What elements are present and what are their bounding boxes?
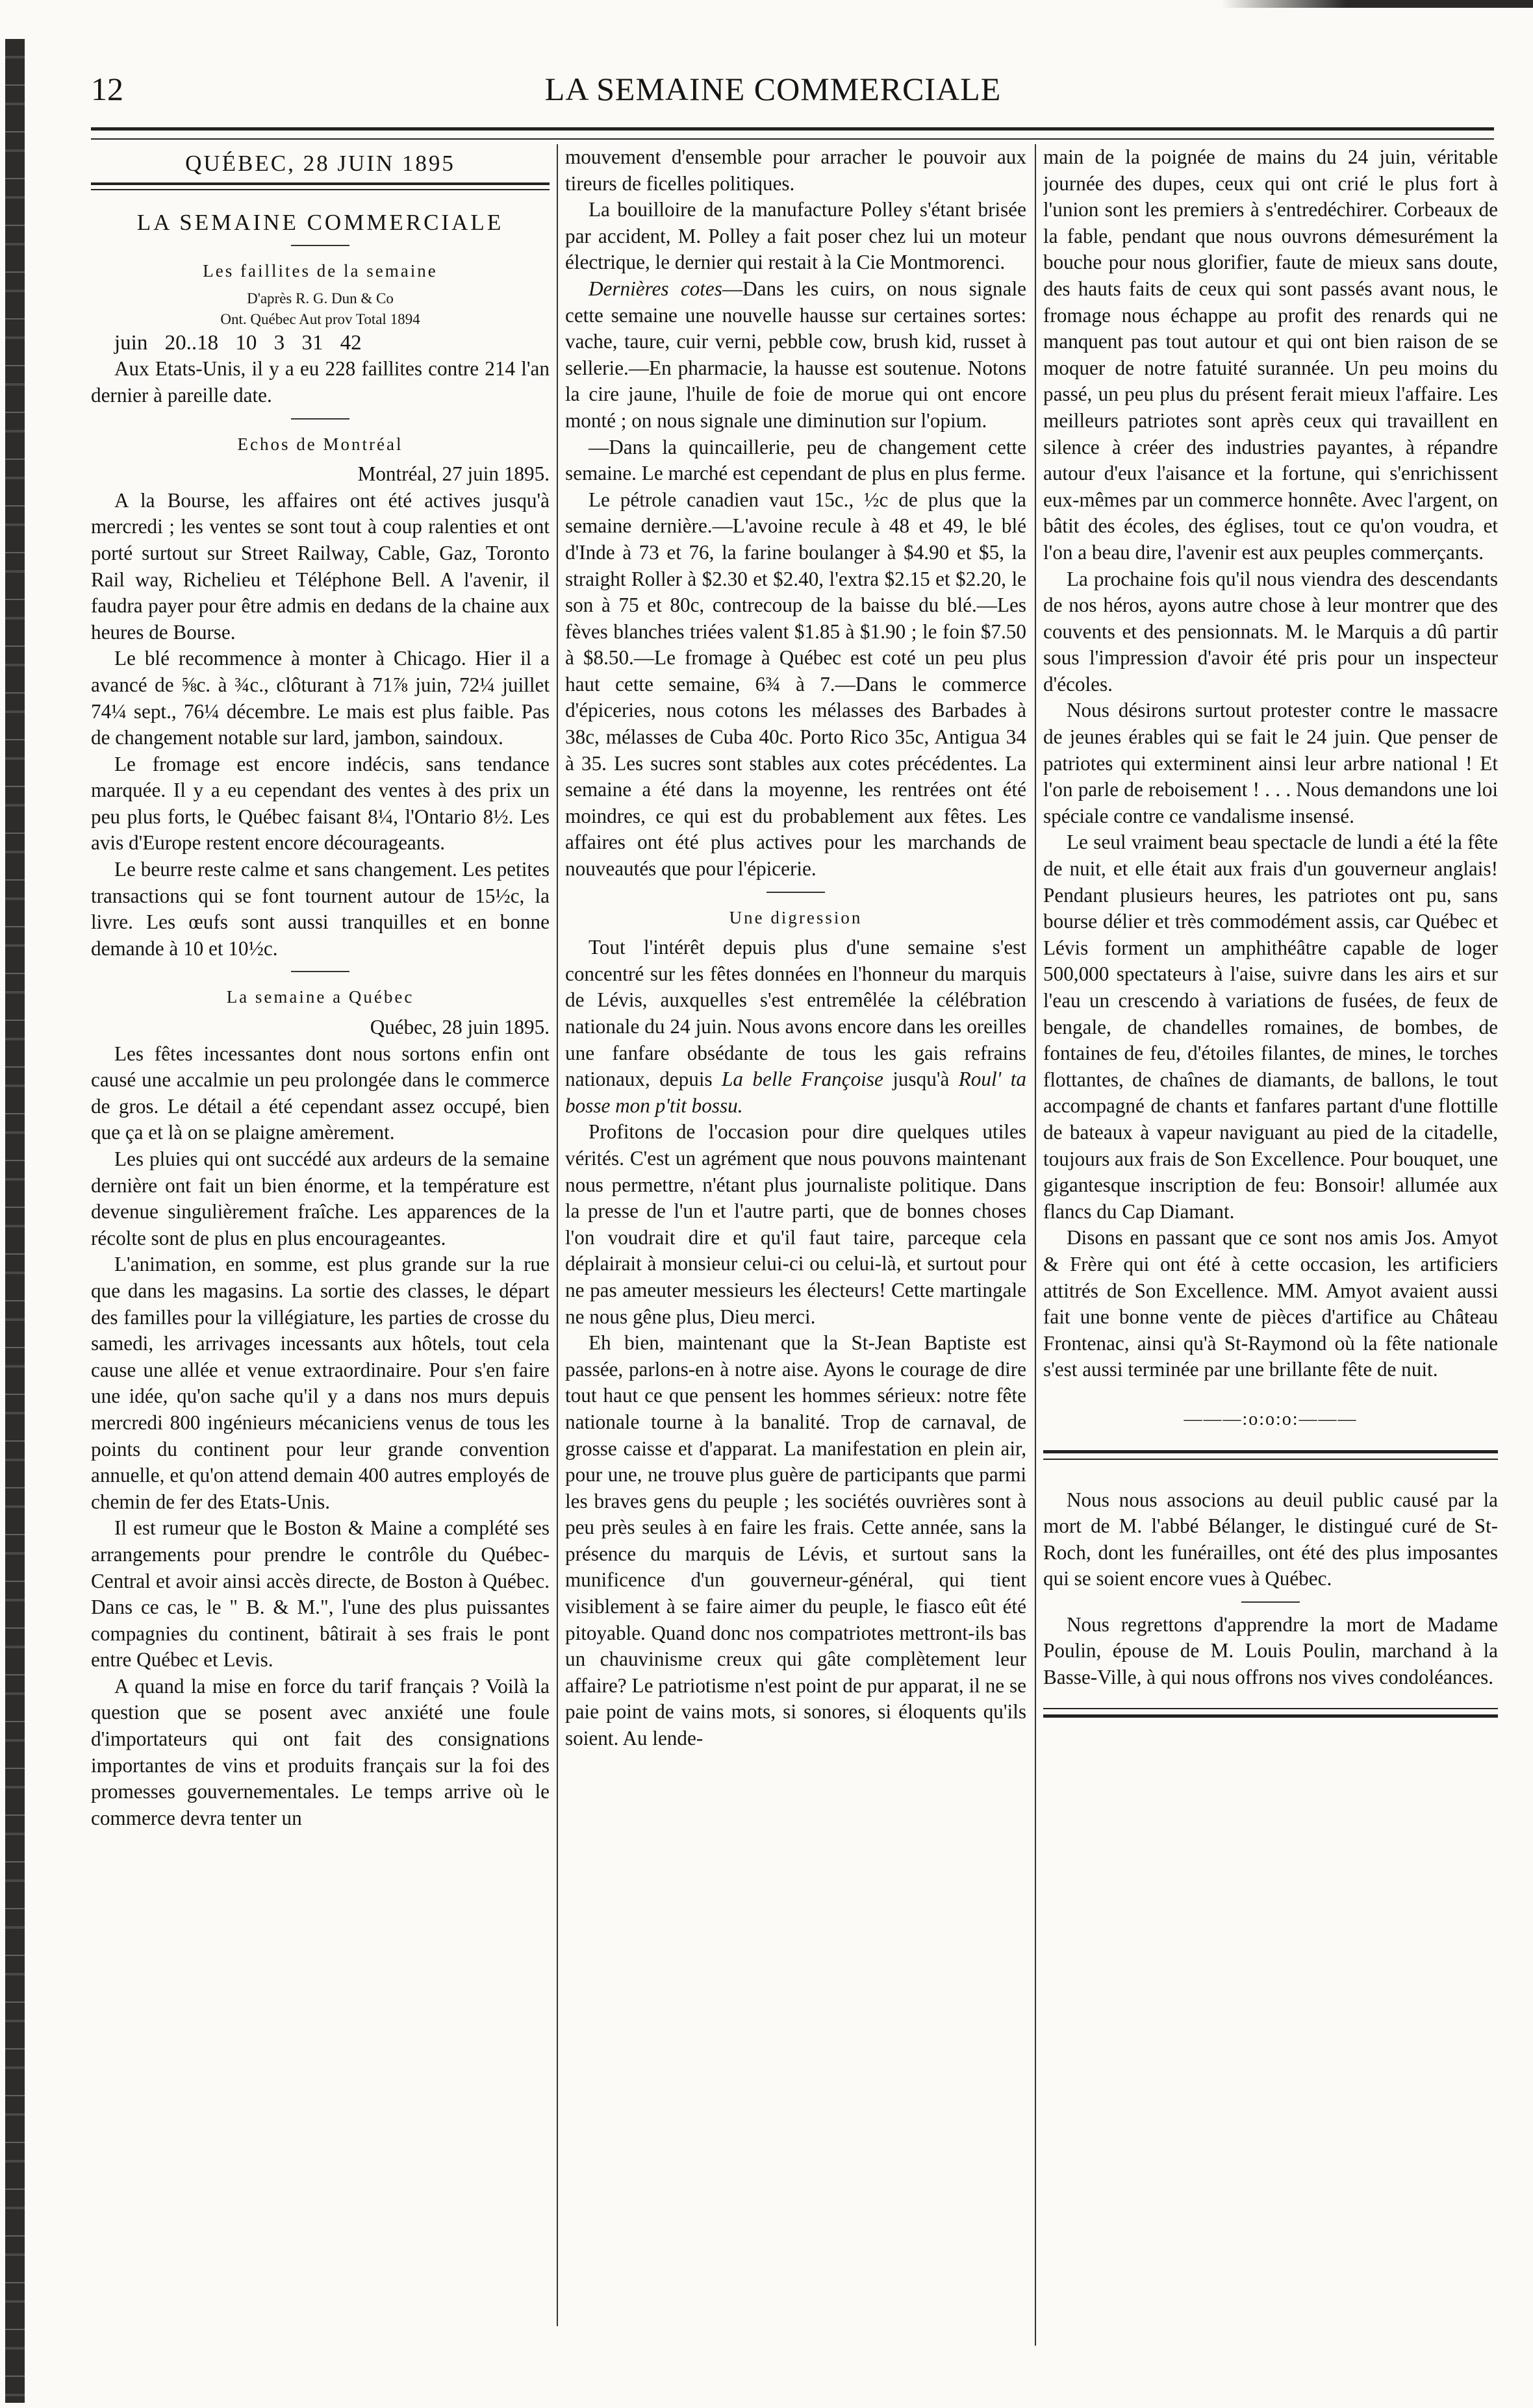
faillites-heading: Les faillites de la semaine [203, 261, 438, 281]
double-rule [1043, 1708, 1498, 1718]
paragraph: —Dans la quincaillerie, peu de changement cette semaine. Le marché est cependant de plus en plus ferme. [565, 435, 1026, 485]
paragraph: Le blé recommence à monter à Chicago. Hier il a avancé de ⅝c. à ¾c., clôturant à 71⅞ juin, 72¼ juillet 74¼ sept., 76¼ décembre. Le mais est plus faible. Pas de changement notable sur lard, jambon, saindoux. [91, 647, 550, 749]
paragraph: Les pluies qui ont succédé aux ardeurs de la semaine dernière ont fait un bien énorme, et la température est devenue singulièrement fraîche. Les apparences de la récolte sont de plus en plus encourageantes. [91, 1148, 550, 1249]
paragraph: Le beurre reste calme et sans changement. Les petites transactions qui se font tournent autour de 15½c, la livre. Les œufs sont aussi tranquilles et en bonne demande à 10 et 10½c. [91, 858, 550, 960]
paragraph: mouvement d'ensemble pour arracher le pouvoir aux tireurs de ficelles politiques. [565, 145, 1026, 195]
faillites-row: juin 20..18 10 3 31 42 [114, 331, 362, 355]
notice-belanger: Nous nous associons au deuil public causé par la mort de M. l'abbé Bélanger, le distingué curé de St-Roch, dont les funérailles, ont été des plus imposantes qui se soient encore vues à Québec. [1043, 1488, 1498, 1590]
text-run: jusqu'à [883, 1068, 959, 1091]
text-run: Tout l'intérêt depuis plus d'une semaine s'est concentré sur les fêtes données en l'honneur du marquis de Lévis, auxquelles s'est entremêlée la célébration nationale du 24 juin. Nous avons encore dans les oreilles une fanfare obsédante de tous les gais refrains nationaux, depuis [565, 936, 1026, 1091]
paragraph: A quand la mise en force du tarif français ? Voilà la question que se posent avec anxiété une foule d'importateurs qui ont fait des consignations importantes de vins et produits français sur la foi des promesses gouvernementales. Le temps arrive où le commerce devra tenter un [91, 1674, 550, 1829]
paragraph-cotes [565, 276, 1026, 434]
column-divider [557, 144, 558, 2326]
quebec-heading: La semaine a Québec [226, 987, 414, 1007]
paragraph [565, 934, 1026, 1119]
paragraph: L'animation, en somme, est plus grande sur la rue que dans les magasins. La sortie des classes, le départ des familles pour la villégiature, les parties de crosse du samedi, les arrivages incessants aux hôtels, tout cela cause une allée et venue extraordinaire. Pour s'en faire une idée, qu'on sache qu'il y a dans nos murs depuis mercredi 800 ingénieurs mécaniciens venus de tous les points du continent pour leur grande convention annuelle, et qu'on attend demain 400 autres employés de chemin de fer des Etats-Unis. [91, 1253, 550, 1513]
column-1 [91, 144, 550, 2352]
paragraph: Les fêtes incessantes dont nous sortons enfin ont causé une accalmie un peu prolongée dans le commerce de gros. Le détail a été cependant assez occupé, bien que ça et là on se plaigne amèrement. [91, 1042, 550, 1144]
faillites-source: D'après R. G. Dun & Co [247, 290, 394, 307]
notice-poulin: Nous regrettons d'apprendre la mort de Madame Poulin, épouse de M. Louis Poulin, marchand à la Basse-Ville, à qui nous offrons nos vives condoléances. [1043, 1612, 1498, 1689]
column-3 [1043, 144, 1498, 2352]
scan-binding-edge [5, 39, 25, 2403]
page-number: 12 [91, 71, 123, 107]
paragraph: A la Bourse, les affaires ont été actives jusqu'à mercredi ; les ventes se sont tout à coup ralenties et ont porté surtout sur Street Railway, Cable, Gaz, Toronto Rail way, Richelieu et Téléphone Bell. A l'avenir, il faudra payer pour être admis en dedans de la chaine aux heures de Bourse. [91, 488, 550, 644]
quebec-dateline: Québec, 28 juin 1895. [370, 1016, 550, 1039]
page-header [91, 70, 1455, 116]
paragraph: Profitons de l'occasion pour dire quelques utiles vérités. C'est un agrément que nous pouvons maintenant nous permettre, n'étant plus journaliste politique. Dans la presse de l'un et l'autre parti, que de bonnes choses l'on voudrait dire et qu'il faut taire, parceque cela déplairait à monsieur celui-ci ou celui-là, et surtout pour ne pas ameuter messieurs les électeurs! Cette martingale ne nous gêne plus, Dieu merci. [565, 1120, 1026, 1328]
newspaper-title: LA SEMAINE COMMERCIALE [544, 71, 1002, 107]
paragraph: Le fromage est encore indécis, sans tendance marquée. Il y a eu cependant des ventes à des prix un peu plus forts, le Québec faisant 8¼, l'Ontario 8½. Les avis d'Europe restent encore décourageants. [91, 752, 550, 855]
song-title: La belle Françoise [722, 1068, 883, 1091]
double-rule [91, 182, 550, 190]
faillites-columns: Ont. Québec Aut prov Total 1894 [220, 310, 420, 327]
cotes-lead: Dernières cotes [589, 277, 722, 300]
echos-dateline: Montréal, 27 juin 1895. [357, 462, 550, 486]
scan-edge-mark [1221, 0, 1533, 8]
separator [1241, 1601, 1300, 1603]
paragraph: Disons en passant que ce sont nos amis Jos. Amyot & Frère qui ont été à cette occasion, les artificiers attitrés de Son Excellence. MM. Amyot avaient aussi fait une bonne vente de pièces d'artifice au Château Frontenac, ainsi qu'à St-Raymond où la fête nationale s'est aussi terminée par une brillante fête de nuit. [1043, 1226, 1498, 1381]
header-rule [91, 127, 1494, 140]
column-divider [1035, 144, 1036, 2346]
song-title: Roul' ta bosse mon p'tit bossu. [565, 1068, 1026, 1117]
ornament-divider: ———:o:o:o:——— [1184, 1409, 1358, 1429]
paragraph: La bouilloire de la manufacture Polley s'étant brisée par accident, M. Polley a fait poser chez lui un moteur électrique, le dernier qui restait à la Cie Montmorenci. [565, 198, 1026, 274]
paragraph: Le seul vraiment beau spectacle de lundi a été la fête de nuit, et elle était aux frais d'un gouverneur anglais! Pendant plusieurs heures, les patriotes ont pu, sans bourse délier et très commodément assis, car Québec et Lévis forment un amphithéâtre capable de loger 500,000 spectateurs à l'aise, suivre dans les airs et sur l'eau un crescendo à variations de fusées, de feux de bengale, de chandelles romaines, de bombes, de fontaines de feu, d'étoiles filantes, de mines, le torches flottantes, de chaînes de diamants, de ballons, le tout accompagné de chants et fanfares partant d'une flottille de bateaux à vapeur naviguant au pied de la citadelle, toujours aux frais de Son Excellence. Pour bouquet, une gigantesque inscription de feu: Bonsoir! allumée aux flancs du Cap Diamant. [1043, 831, 1498, 1223]
echos-heading: Echos de Montréal [237, 434, 403, 454]
dateline: QUÉBEC, 28 JUIN 1895 [185, 151, 455, 176]
cotes-text: —Dans les cuirs, on nous signale cette semaine une nouvelle hausse sur certaines sortes: vache, taure, cuir verni, pebble cow, brush kid, russet à sellerie.—En pharmacie, la hausse est soutenue. Notons la cire jaune, l'huile de foie de morue qui ont encore monté ; on nous signale une diminution sur l'opium. [565, 277, 1026, 432]
section-heading: LA SEMAINE COMMERCIALE [136, 209, 504, 235]
separator [291, 418, 349, 420]
digression-heading: Une digression [729, 907, 863, 927]
paragraph: Nous désirons surtout protester contre le massacre de jeunes érables qui se fait le 24 juin. Que penser de patriotes qui exterminent ainsi leur arbre national ! Et l'on parle de reboisement ! . . . Nous demandons une loi spéciale contre ce vandalisme insensé. [1043, 699, 1498, 827]
faillites-text: Aux Etats-Unis, il y a eu 228 faillites contre 214 l'an dernier à pareille date. [91, 357, 550, 407]
separator [291, 971, 349, 972]
paragraph: La prochaine fois qu'il nous viendra des descendants de nos héros, ayons autre chose à leur montrer que des couvents et des pensionnats. M. le Marquis a dû partir sous l'impression d'avoir été pris pour un inspecteur d'écoles. [1043, 567, 1498, 696]
separator [291, 245, 349, 246]
column-2 [565, 144, 1026, 2352]
paragraph: Eh bien, maintenant que la St-Jean Baptiste est passée, parlons-en à notre aise. Ayons le courage de dire tout haut ce que pensent les hommes sérieux: notre fête nationale tourne à la banalité. Trop de carnaval, de grosse caisse et d'apparat. La manifestation en plein air, pour une, ne trouve plus guère de participants que parmi les braves gens du peuple ; les sociétés ouvrières sont à peu près seules à en faire les frais. Cette année, sans la présence du marquis de Lévis, et surtout sans la munificence d'un gouverneur-général, qui tient visiblement à se faire aimer du peuple, le fiasco eût été pitoyable. Quand donc nos compatriotes mettront-ils bas un chauvinisme creux qui gâte complètement leur affaire? Le patriotisme n'est point de pur apparat, il ne se paie point de vains mots, si sonores, si éloquents qu'ils soient. Au lende- [565, 1331, 1026, 1750]
paragraph: Il est rumeur que le Boston & Maine a complété ses arrangements pour prendre le contrôle du Québec-Central et avoir ainsi accès directe, de Boston à Québec. Dans ce cas, le " B. & M.", l'une des plus puissantes compagnies du continent, bâtirait à ses frais le pont entre Québec et Levis. [91, 1516, 550, 1672]
paragraph: Le pétrole canadien vaut 15c., ½c de plus que la semaine dernière.—L'avoine recule à 48 et 49, le blé d'Inde à 73 et 76, la farine boulanger à $4.90 et $5, la straight Roller à $2.30 et $2.40, l'extra $2.15 et $2.20, le son à 75 et 80c, contrecoup de la baisse du blé.—Les fèves blanches triées valent $1.85 à $1.90 ; le foin $7.50 à $8.50.—Le fromage à Québec est coté un peu plus haut cette semaine, 6¾ à 7.—Dans le commerce d'épiceries, nous cotons les mélasses des Barbades à 38c, mélasses de Cuba 40c. Porto Rico 35c, Antigua 34 à 35. Les sucres sont stables aux cotes précédentes. La semaine a été dans la moyenne, les rentrées ont été moindres, ce qui est du probablement aux fêtes. Les affaires ont été plus actives pour les marchands de nouveautés que pour l'épicerie. [565, 488, 1026, 881]
paragraph: main de la poignée de mains du 24 juin, véritable journée des dupes, ceux qui ont crié le plus fort à l'union sont les premiers à s'entredéchirer. Corbeaux de la fable, pendant que nous ouvrons démesurément la bouche pour nous glorifier, faute de mieux sans doute, des hauts faits de ceux qui sont passés avant nous, le fromage nous échappe au profit des renards qui ne manquent pas tout autour et qui ont bien raison de se moquer de notre fatuité surannée. Un peu moins du passé, un peu plus du présent ferait mieux l'affaire. Les meilleurs patriotes sont après ceux qui travaillent en silence à créer des industries payantes, à répandre autour d'eux l'aisance et la fortune, qui s'enrichissent eux-mêmes par un commerce honnête. Avec l'argent, on bâtit des écoles, des églises, tout ce qu'on voudra, et l'on a beau dire, l'avenir est aux peuples commerçants. [1043, 145, 1498, 564]
separator [766, 892, 825, 893]
double-rule [1043, 1450, 1498, 1460]
